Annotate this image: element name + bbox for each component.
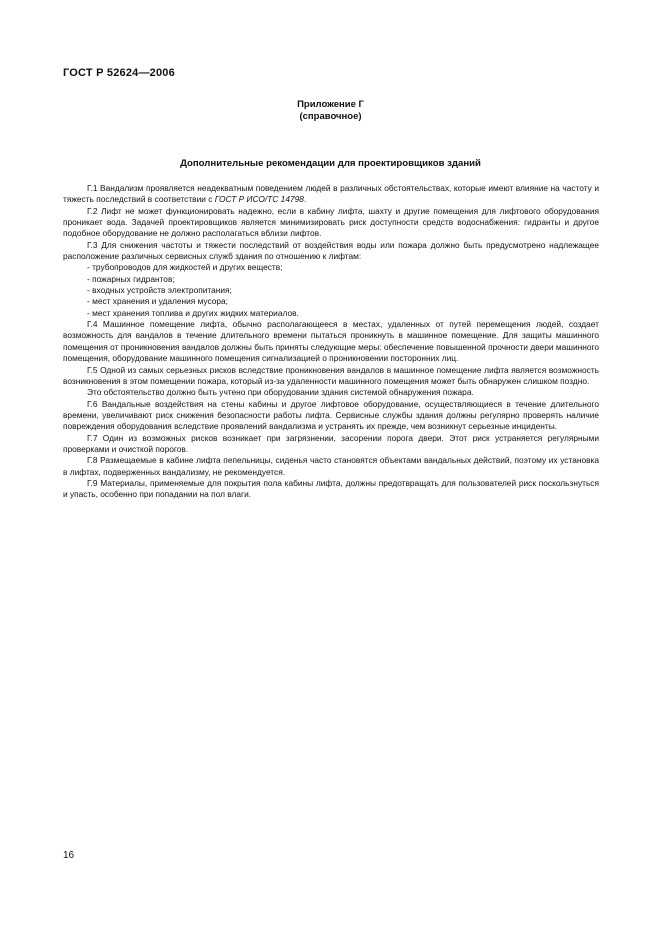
paragraph-g1	[63, 183, 599, 206]
paragraph-g5: Г.5 Одной из самых серьезных рисков вследствие проникновения вандалов в машинное помещение лифта является возможность возникновения в этом помещении пожара, который из-за удаленности машинного помещения может быть обнаружен слишком поздно.	[63, 364, 599, 386]
paragraph-g8: Г.8 Размещаемые в кабине лифта пепельницы, сиденья часто становятся объектами вандальных действий, поэтому их установка в лифтах, подверженных вандализму, не рекомендуется.	[63, 455, 599, 477]
paragraph-g1-end: .	[303, 194, 307, 205]
paragraph-g4: Г.4 Машинное помещение лифта, обычно располагающееся в местах, удаленных от путей перемещения людей, создает возможность для вандалов в течение длительного времени пытаться проникнуть в машинное помещение. Для защиты машинного помещения от проникновения вандалов должны быть приняты следующие меры: обеспечение повышенной прочности двери машинного помещения, оборудование машинного помещения сигнализацией о проникновении посторонних лиц.	[63, 319, 599, 364]
appendix-label: Приложение Г	[297, 99, 364, 110]
paragraph-g7: Г.7 Один из возможных рисков возникает при загрязнении, засорении порога двери. Этот риск устраняется регулярными проверками и очисткой порогов.	[63, 432, 599, 454]
list-item: - пожарных гидрантов;	[87, 273, 175, 284]
appendix-heading	[0, 99, 661, 123]
list-item: - входных устройств электропитания;	[87, 285, 232, 296]
section-title: Дополнительные рекомендации для проектировщиков зданий	[180, 158, 481, 169]
list-item: - мест хранения и удаления мусора;	[87, 296, 229, 307]
paragraph-g5-note: Это обстоятельство должно быть учтено при оборудовании здания системой обнаружения пожара.	[87, 387, 474, 398]
paragraph-g2: Г.2 Лифт не может функционировать надежно, если в кабину лифта, шахту и другие помещения для лифтового оборудования проникает вода. Задачей проектировщиков является минимизировать риск доступности средств водоснабжения: гидранты и другое подобное оборудование не должно располагаться вблизи лифтов.	[63, 205, 599, 239]
list-item: - мест хранения топлива и других жидких материалов.	[87, 307, 299, 318]
document-body	[63, 183, 599, 501]
paragraph-g1-text: Г.1 Вандализм проявляется неадекватным поведением людей в различных обстоятельствах, которые имеют влияние на частоту и тяжесть последствий в соответствии с	[63, 183, 599, 205]
paragraph-g6: Г.6 Вандальные воздействия на стены кабины и другое лифтовое оборудование, осуществляющиеся в течение длительного времени, увеличивают риск снижения безопасности работы лифта. Сервисные службы здания должны регулярно проверять наличие повреждения оборудования вследствие проявлений вандализма и устранять их прежде, чем возникнут серьезные инциденты.	[63, 398, 599, 432]
standard-reference: ГОСТ Р ИСО/ТС 14798	[214, 194, 304, 205]
list-item: - трубопроводов для жидкостей и других веществ;	[87, 262, 283, 273]
page-number: 16	[63, 850, 75, 861]
paragraph-g3: Г.3 Для снижения частоты и тяжести последствий от воздействия воды или пожара должно быть предусмотрено надлежащее расположение различных сервисных служб здания по отношению к лифтам:	[63, 239, 599, 262]
services-list	[63, 262, 599, 319]
standard-code-header: ГОСТ Р 52624—2006	[63, 67, 175, 79]
paragraph-g9: Г.9 Материалы, применяемые для покрытия пола кабины лифта, должны предотвращать для пользователей риск поскользнуться и упасть, особенно при попадании на пол влаги.	[63, 477, 599, 500]
appendix-type: (справочное)	[299, 111, 362, 122]
